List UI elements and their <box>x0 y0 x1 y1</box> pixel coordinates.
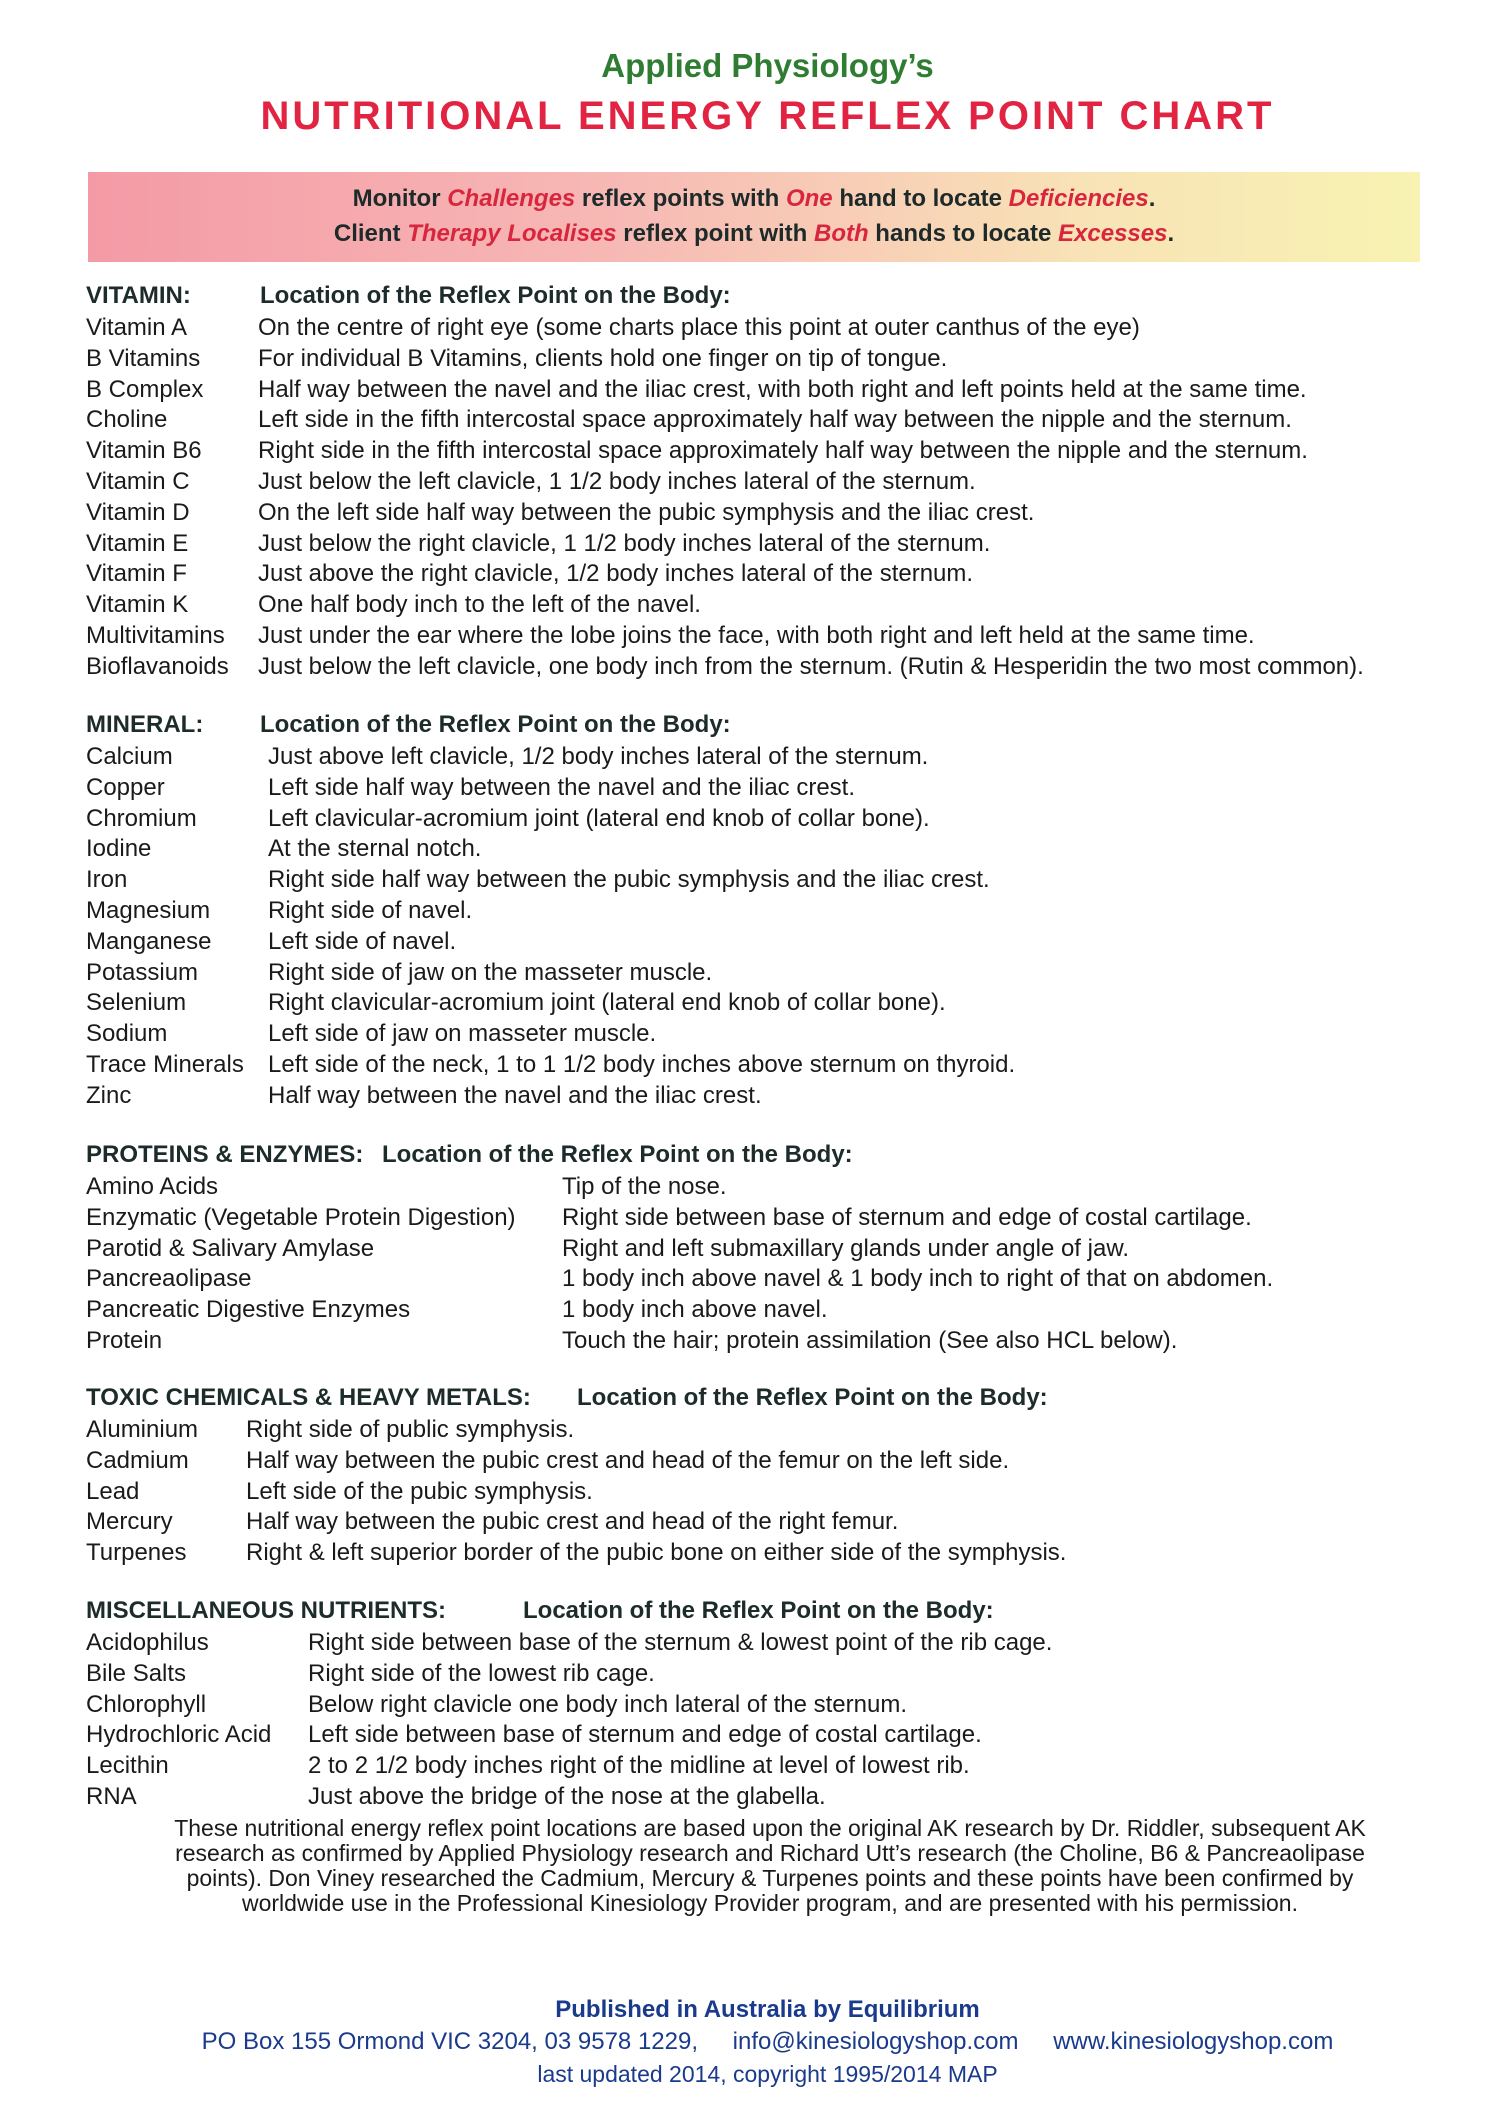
banner-line-client: Client Therapy Localises reflex point with Both hands to locate Excesses. <box>333 220 1175 247</box>
reflex-location: Just above the right clavicle, 1/2 body inches lateral of the sternum. <box>258 560 974 588</box>
section-title: MINERAL: <box>86 711 204 738</box>
location-heading: Location of the Reflex Point on the Body: <box>260 711 731 738</box>
reflex-location: Touch the hair; protein assimilation (See also HCL below). <box>562 1326 1178 1354</box>
nutrient-name: Enzymatic (Vegetable Protein Digestion) <box>86 1203 516 1231</box>
nutrient-name: Pancreatic Digestive Enzymes <box>86 1296 411 1324</box>
nutrient-name: Lead <box>86 1477 140 1505</box>
table-row <box>86 1782 1446 1813</box>
section-toxic-chemicals <box>86 1381 1446 1569</box>
table-row <box>86 498 1446 529</box>
table-row <box>86 1172 1446 1203</box>
table-row <box>86 1264 1446 1295</box>
nutrient-name: Acidophilus <box>86 1629 209 1656</box>
reflex-location: Just under the ear where the lobe joins the face, with both right and left held at the same time. <box>258 621 1255 649</box>
nutrient-name: Vitamin K <box>86 591 189 619</box>
nutrient-name: Cadmium <box>86 1446 189 1474</box>
publisher-title: Published in Australia by Equilibrium <box>555 1996 980 2023</box>
table-row <box>86 1507 1446 1538</box>
nutrient-name: Manganese <box>86 927 212 955</box>
location-heading: Location of the Reflex Point on the Body: <box>577 1384 1048 1411</box>
nutrient-name: Vitamin B6 <box>86 437 202 465</box>
copyright-notice: last updated 2014, copyright 1995/2014 MAP <box>537 2061 998 2087</box>
reflex-location: Below right clavicle one body inch lateral of the sternum. <box>308 1690 907 1718</box>
nutrient-name: Potassium <box>86 958 199 986</box>
reflex-location: Left clavicular-acromium joint (lateral end knob of collar bone). <box>268 804 930 832</box>
table-row <box>86 344 1446 375</box>
reflex-location: Half way between the navel and the iliac crest. <box>268 1081 762 1109</box>
table-row <box>86 773 1446 804</box>
reflex-location: Right side of public symphysis. <box>246 1416 575 1443</box>
reflex-location: Just below the left clavicle, one body inch from the sternum. (Rutin & Hesperidin the two most common). <box>258 652 1364 680</box>
reflex-location: Right side between base of the sternum & lowest point of the rib cage. <box>308 1629 1053 1656</box>
publisher-website-link[interactable]: www.kinesiologyshop.com <box>1053 2028 1334 2055</box>
nutrient-name: B Complex <box>86 375 204 403</box>
nutrient-name: Lecithin <box>86 1752 169 1780</box>
nutrient-name: Iodine <box>86 835 152 863</box>
research-footnote <box>80 1816 1460 1916</box>
table-row <box>86 1477 1446 1508</box>
reflex-location: Right side half way between the pubic symphysis and the iliac crest. <box>268 866 990 894</box>
nutrient-name: Zinc <box>86 1081 132 1109</box>
table-row <box>86 1326 1446 1357</box>
nutrient-name: Pancreaolipase <box>86 1265 252 1293</box>
table-row <box>86 1628 1446 1659</box>
reflex-location: 1 body inch above navel & 1 body inch to right of that on abdomen. <box>562 1265 1274 1293</box>
nutrient-name: Choline <box>86 406 168 434</box>
nutrient-name: Aluminium <box>86 1416 199 1443</box>
table-row <box>86 375 1446 406</box>
table-row <box>86 1050 1446 1081</box>
section-vitamin <box>86 279 1446 683</box>
table-row <box>86 1446 1446 1477</box>
reflex-location: Left side of the neck, 1 to 1 1/2 body inches above sternum on thyroid. <box>268 1050 1016 1078</box>
instructions-banner <box>88 172 1420 262</box>
reflex-location: On the centre of right eye (some charts place this point at outer canthus of the eye) <box>258 314 1140 341</box>
footnote-line: research as confirmed by Applied Physiology research and Richard Utt’s research (the Choline, B6 & Pancreaolipase <box>175 1840 1365 1866</box>
nutrient-name: Protein <box>86 1326 163 1354</box>
reflex-location: Left side of navel. <box>268 927 457 955</box>
section-heading <box>86 279 1446 313</box>
section-heading <box>86 1381 1446 1415</box>
nutrient-name: Trace Minerals <box>86 1050 244 1078</box>
table-row <box>86 1720 1446 1751</box>
nutrient-name: Copper <box>86 773 165 801</box>
footnote-line: These nutritional energy reflex point locations are based upon the original AK research by Dr. Riddler, subsequent AK <box>174 1815 1366 1841</box>
table-row <box>86 621 1446 652</box>
section-title: PROTEINS & ENZYMES: <box>86 1141 364 1168</box>
reflex-location: Just below the left clavicle, 1 1/2 body inches lateral of the sternum. <box>258 467 976 495</box>
nutrient-name: Mercury <box>86 1508 173 1536</box>
table-row <box>86 1081 1446 1112</box>
reflex-location: Half way between the navel and the iliac crest, with both right and left points held at the same time. <box>258 375 1307 403</box>
page-title: NUTRITIONAL ENERGY REFLEX POINT CHART <box>260 94 1275 138</box>
table-row <box>86 467 1446 498</box>
section-heading <box>86 708 1446 742</box>
nutrient-name: Parotid & Salivary Amylase <box>86 1234 375 1262</box>
publisher-address: PO Box 155 Ormond VIC 3204, 03 9578 1229, <box>201 2028 698 2055</box>
reflex-location: Left side between base of sternum and edge of costal cartilage. <box>308 1721 982 1749</box>
nutrient-name: Chromium <box>86 804 197 832</box>
table-row <box>86 559 1446 590</box>
reflex-location: Just above the bridge of the nose at the glabella. <box>308 1782 826 1810</box>
reflex-location: Just below the right clavicle, 1 1/2 body inches lateral of the sternum. <box>258 529 991 557</box>
table-row <box>86 1751 1446 1782</box>
footnote-line: worldwide use in the Professional Kinesiology Provider program, and are presented with his permission. <box>242 1890 1298 1916</box>
table-row <box>86 313 1446 344</box>
table-row <box>86 1203 1446 1234</box>
row-list <box>86 1415 1446 1569</box>
reflex-location: Right side of the lowest rib cage. <box>308 1659 655 1687</box>
section-title: VITAMIN: <box>86 282 191 309</box>
nutrient-name: Vitamin A <box>86 314 187 341</box>
location-heading: Location of the Reflex Point on the Body: <box>382 1141 853 1168</box>
table-row <box>86 1019 1446 1050</box>
nutrient-name: Sodium <box>86 1020 168 1048</box>
subtitle: Applied Physiology’s <box>601 47 934 84</box>
reflex-location: For individual B Vitamins, clients hold one finger on tip of tongue. <box>258 344 948 372</box>
location-heading: Location of the Reflex Point on the Body: <box>523 1597 994 1624</box>
table-row <box>86 958 1446 989</box>
section-proteins-enzymes <box>86 1138 1446 1357</box>
reflex-location: Right and left submaxillary glands under angle of jaw. <box>562 1234 1129 1262</box>
table-row <box>86 834 1446 865</box>
nutrient-name: Amino Acids <box>86 1173 219 1200</box>
nutrient-name: Selenium <box>86 989 187 1017</box>
footnote-line: points). Don Viney researched the Cadmium, Mercury & Turpenes points and these points have been confirmed by <box>186 1865 1354 1891</box>
reflex-location: Just above left clavicle, 1/2 body inches lateral of the sternum. <box>268 743 929 770</box>
nutrient-name: Multivitamins <box>86 621 225 649</box>
nutrient-name: Vitamin F <box>86 560 187 588</box>
table-row <box>86 896 1446 927</box>
nutrient-name: Chlorophyll <box>86 1690 207 1718</box>
section-title: MISCELLANEOUS NUTRIENTS: <box>86 1597 446 1624</box>
table-row <box>86 988 1446 1019</box>
table-row <box>86 1690 1446 1721</box>
section-heading <box>86 1138 1446 1172</box>
reflex-location: Right side of jaw on the masseter muscle. <box>268 958 713 986</box>
nutrient-name: Iron <box>86 866 128 894</box>
banner-line-monitor: Monitor Challenges reflex points with One hand to locate Deficiencies. <box>352 185 1156 212</box>
table-row <box>86 1538 1446 1569</box>
publisher-contact <box>0 2026 1500 2058</box>
row-list <box>86 742 1446 1112</box>
table-row <box>86 1295 1446 1326</box>
row-list <box>86 313 1446 683</box>
reflex-location: Tip of the nose. <box>562 1173 727 1200</box>
table-row <box>86 1659 1446 1690</box>
table-row <box>86 529 1446 560</box>
row-list <box>86 1172 1446 1357</box>
reflex-location: Half way between the pubic crest and head of the right femur. <box>246 1508 899 1536</box>
reflex-location: On the left side half way between the pubic symphysis and the iliac crest. <box>258 498 1035 526</box>
nutrient-name: Bioflavanoids <box>86 652 229 680</box>
section-mineral <box>86 708 1446 1112</box>
reflex-location: 1 body inch above navel. <box>562 1296 828 1324</box>
nutrient-name: Hydrochloric Acid <box>86 1721 272 1749</box>
nutrient-name: Magnesium <box>86 896 211 924</box>
reflex-location: At the sternal notch. <box>268 835 482 863</box>
reflex-location: Right side of navel. <box>268 896 473 924</box>
publisher-block <box>0 1994 1500 2090</box>
reflex-location: Right side in the fifth intercostal space approximately half way between the nipple and the sternum. <box>258 437 1308 465</box>
table-row <box>86 804 1446 835</box>
table-row <box>86 1415 1446 1446</box>
reflex-location: Left side of jaw on masseter muscle. <box>268 1020 657 1048</box>
table-row <box>86 865 1446 896</box>
reflex-location: Right side between base of sternum and edge of costal cartilage. <box>562 1203 1252 1231</box>
nutrient-name: Calcium <box>86 743 173 770</box>
table-row <box>86 405 1446 436</box>
reflex-location: Left side half way between the navel and the iliac crest. <box>268 773 856 801</box>
reflex-location: Left side in the fifth intercostal space approximately half way between the nipple and the sternum. <box>258 406 1292 434</box>
row-list <box>86 1628 1446 1813</box>
nutrient-name: RNA <box>86 1782 137 1810</box>
reflex-location: Right & left superior border of the pubic bone on either side of the symphysis. <box>246 1539 1067 1567</box>
table-row <box>86 436 1446 467</box>
nutrient-name: Bile Salts <box>86 1659 187 1687</box>
nutrient-name: B Vitamins <box>86 344 201 372</box>
publisher-email-link[interactable]: info@kinesiologyshop.com <box>732 2028 1019 2055</box>
section-miscellaneous <box>86 1594 1446 1813</box>
section-heading <box>86 1594 1446 1628</box>
section-title: TOXIC CHEMICALS & HEAVY METALS: <box>86 1384 531 1411</box>
reflex-location: Left side of the pubic symphysis. <box>246 1477 593 1505</box>
reflex-location: Half way between the pubic crest and head of the femur on the left side. <box>246 1446 1010 1474</box>
table-row <box>86 590 1446 621</box>
reflex-location: Right clavicular-acromium joint (lateral end knob of collar bone). <box>268 989 946 1017</box>
nutrient-name: Vitamin C <box>86 467 190 495</box>
table-row <box>86 927 1446 958</box>
table-row <box>86 742 1446 773</box>
table-row <box>86 652 1446 683</box>
nutrient-name: Vitamin E <box>86 529 189 557</box>
reflex-location: One half body inch to the left of the navel. <box>258 591 701 619</box>
nutrient-name: Turpenes <box>86 1539 187 1567</box>
table-row <box>86 1234 1446 1265</box>
reflex-location: 2 to 2 1/2 body inches right of the midline at level of lowest rib. <box>308 1752 970 1780</box>
nutrient-name: Vitamin D <box>86 498 190 526</box>
location-heading: Location of the Reflex Point on the Body: <box>260 282 731 309</box>
